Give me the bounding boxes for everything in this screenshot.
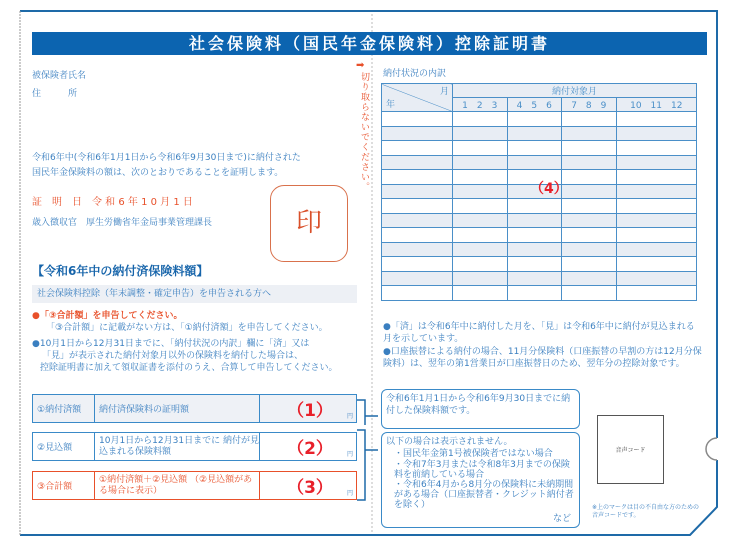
amount-desc: 納付済保険料の証明額 xyxy=(95,395,260,422)
certify-text-2: 国民年金保険料の額は、次のとおりであることを証明します。 xyxy=(32,168,284,178)
quarter-header: 10 11 12 xyxy=(616,98,696,112)
table-cell xyxy=(616,242,696,257)
table-cell xyxy=(562,286,617,301)
table-row xyxy=(382,112,697,127)
table-cell xyxy=(382,141,453,156)
table-row xyxy=(382,257,697,272)
table-cell xyxy=(382,271,453,286)
note2-line-c: 控除証明書に加えて領収証書を添付のうえ、合算して申告してください。 xyxy=(40,363,338,373)
table-cell xyxy=(453,141,508,156)
table-cell xyxy=(616,286,696,301)
table-cell xyxy=(382,286,453,301)
table-cell xyxy=(382,257,453,272)
table-cell xyxy=(616,141,696,156)
table-row xyxy=(382,141,697,156)
yen-unit: 円 xyxy=(346,490,353,497)
note1-head: ●「③合計額」を申告してください。 xyxy=(32,311,183,321)
note2-line-b: 「見」が表示された納付対象月以外の保険料を納付した場合は、 xyxy=(42,351,304,361)
table-cell xyxy=(382,213,453,228)
table-placeholder: （4） xyxy=(530,181,568,197)
table-cell xyxy=(616,271,696,286)
table-cell xyxy=(616,184,696,199)
seal-stamp: 印 xyxy=(270,185,348,262)
table-row xyxy=(382,242,697,257)
table-cell xyxy=(507,271,562,286)
certification-date: 証 明 日 令 和 6 年 1 0 月 1 日 xyxy=(32,197,193,208)
callout-not-shown xyxy=(381,432,580,528)
note1-body: 「③合計額」に記載がない方は、「①納付済額」を申告してください。 xyxy=(46,323,328,333)
table-cell xyxy=(453,286,508,301)
table-cell xyxy=(507,155,562,170)
table-cell xyxy=(562,126,617,141)
table-cell xyxy=(453,155,508,170)
table-cell xyxy=(453,112,508,127)
table-cell xyxy=(382,155,453,170)
voice-code-box: 音声コード xyxy=(597,415,664,484)
table-cell xyxy=(562,199,617,214)
table-cell xyxy=(382,170,453,185)
table-cell xyxy=(507,286,562,301)
table-cell xyxy=(507,242,562,257)
amount-row-total xyxy=(32,471,357,500)
table-cell xyxy=(562,141,617,156)
quarter-header: 1 2 3 xyxy=(453,98,508,112)
amount-label: ②見込額 xyxy=(33,433,95,460)
table-cell xyxy=(382,228,453,243)
table-cell xyxy=(453,126,508,141)
amount-value xyxy=(260,433,356,460)
amount-label: ①納付済額 xyxy=(33,395,95,422)
table-cell xyxy=(562,112,617,127)
table-cell xyxy=(453,242,508,257)
table-row xyxy=(382,228,697,243)
table-row xyxy=(382,286,697,301)
table-cell xyxy=(507,112,562,127)
table-cell xyxy=(453,257,508,272)
table-cell xyxy=(382,199,453,214)
table-cell xyxy=(616,126,696,141)
table-row xyxy=(382,271,697,286)
note2-line-a: ●10月1日から12月31日までに、「納付状況の内訳」欄に「済」又は xyxy=(32,339,310,349)
amount-row-expected xyxy=(32,432,357,461)
callout-item: ・国民年金第1号被保険者ではない場合 xyxy=(394,449,553,459)
amount-desc: ①納付済額＋②見込額 （②見込額がある場合に表示） xyxy=(95,472,260,499)
table-row xyxy=(382,126,697,141)
arrow-right-icon: ➡ xyxy=(356,60,365,71)
table-caption: 納付状況の内訳 xyxy=(383,69,447,79)
amount-label: ③合計額 xyxy=(33,472,95,499)
table-cell xyxy=(562,170,617,185)
table-row xyxy=(382,213,697,228)
table-cell xyxy=(453,213,508,228)
table-cell xyxy=(616,155,696,170)
table-cell xyxy=(382,184,453,199)
table-cell xyxy=(562,228,617,243)
section-title: 【令和6年中の納付済保険料額】 xyxy=(32,264,209,278)
yen-unit: 円 xyxy=(346,451,353,458)
table-cell xyxy=(453,170,508,185)
table-cell xyxy=(616,170,696,185)
certify-text-1: 令和6年中(令和6年1月1日から令和6年9月30日まで)に納付された xyxy=(32,153,301,163)
quarter-header: 4 5 6 xyxy=(507,98,562,112)
table-row xyxy=(382,155,697,170)
amount-row-paid xyxy=(32,394,357,423)
voice-code-note: ※上のマークは目の不自由な方のための音声コードです。 xyxy=(592,504,700,519)
address-label: 住 所 xyxy=(32,89,78,99)
table-cell xyxy=(562,155,617,170)
table-cell xyxy=(453,228,508,243)
table-cell xyxy=(616,112,696,127)
tear-notice: 切り取らないでください。 xyxy=(359,72,369,192)
callout-item: ・令和6年4月から8月分の保険料に未納期間がある場合（口座振替者・クレジット納付者を除く） xyxy=(394,480,574,510)
table-cell xyxy=(616,199,696,214)
callout-item: ・令和7年3月または令和8年3月までの保険料を前納している場合 xyxy=(394,460,570,480)
amount-value xyxy=(260,395,356,422)
section-subtitle: 社会保険料控除（年末調整・確定申告）を申告される方へ xyxy=(32,285,357,303)
corner-month: 月 xyxy=(439,87,449,97)
amount-value xyxy=(260,472,356,499)
document-title: 社会保険料（国民年金保険料）控除証明書 xyxy=(32,32,707,55)
table-cell xyxy=(616,213,696,228)
table-cell xyxy=(382,126,453,141)
amount-value-text: （3） xyxy=(287,478,333,498)
yen-unit: 円 xyxy=(346,413,353,420)
amount-value-text: （1） xyxy=(287,401,333,421)
right-note-2: ●口座振替による納付の場合、11月分保険料（口座振替の早割の方は12月分保険料）は、翌年の第1営業日が口座振替日のため、翌年分の控除対象です。 xyxy=(383,347,702,369)
table-cell xyxy=(382,242,453,257)
insured-name-label: 被保険者氏名 xyxy=(32,71,87,81)
table-cell xyxy=(453,271,508,286)
table-cell xyxy=(616,257,696,272)
table-cell xyxy=(507,228,562,243)
callout-paid: 令和6年1月1日から令和6年9月30日までに納付した保険料額です。 xyxy=(381,389,580,429)
table-cell xyxy=(507,126,562,141)
table-cell xyxy=(562,242,617,257)
table-cell xyxy=(562,184,617,199)
right-note-1: ●「済」は令和6年中に納付した月を、「見」は令和6年中に納付が見込まれる月を示しています。 xyxy=(383,322,695,344)
table-cell xyxy=(507,257,562,272)
issuer: 歳入徴収官 厚生労働省年金局事業管理課長 xyxy=(32,218,213,228)
table-cell xyxy=(507,199,562,214)
table-cell xyxy=(507,213,562,228)
corner-year: 年 xyxy=(386,100,396,110)
table-row xyxy=(382,199,697,214)
table-cell xyxy=(507,141,562,156)
table-cell xyxy=(453,184,508,199)
amount-value-text: （2） xyxy=(287,439,333,459)
table-corner xyxy=(382,84,453,112)
callout-tail: など xyxy=(552,514,571,524)
table-cell xyxy=(616,228,696,243)
table-cell xyxy=(453,199,508,214)
table-cell xyxy=(562,213,617,228)
callout-head: 以下の場合は表示されません。 xyxy=(386,437,513,447)
amount-desc: 10月1日から12月31日までに 納付が見込まれる保険料額 xyxy=(95,433,260,460)
quarter-header: 7 8 9 xyxy=(562,98,617,112)
table-header: 納付対象月 xyxy=(453,84,697,98)
table-cell xyxy=(562,271,617,286)
table-cell xyxy=(382,112,453,127)
table-cell xyxy=(562,257,617,272)
